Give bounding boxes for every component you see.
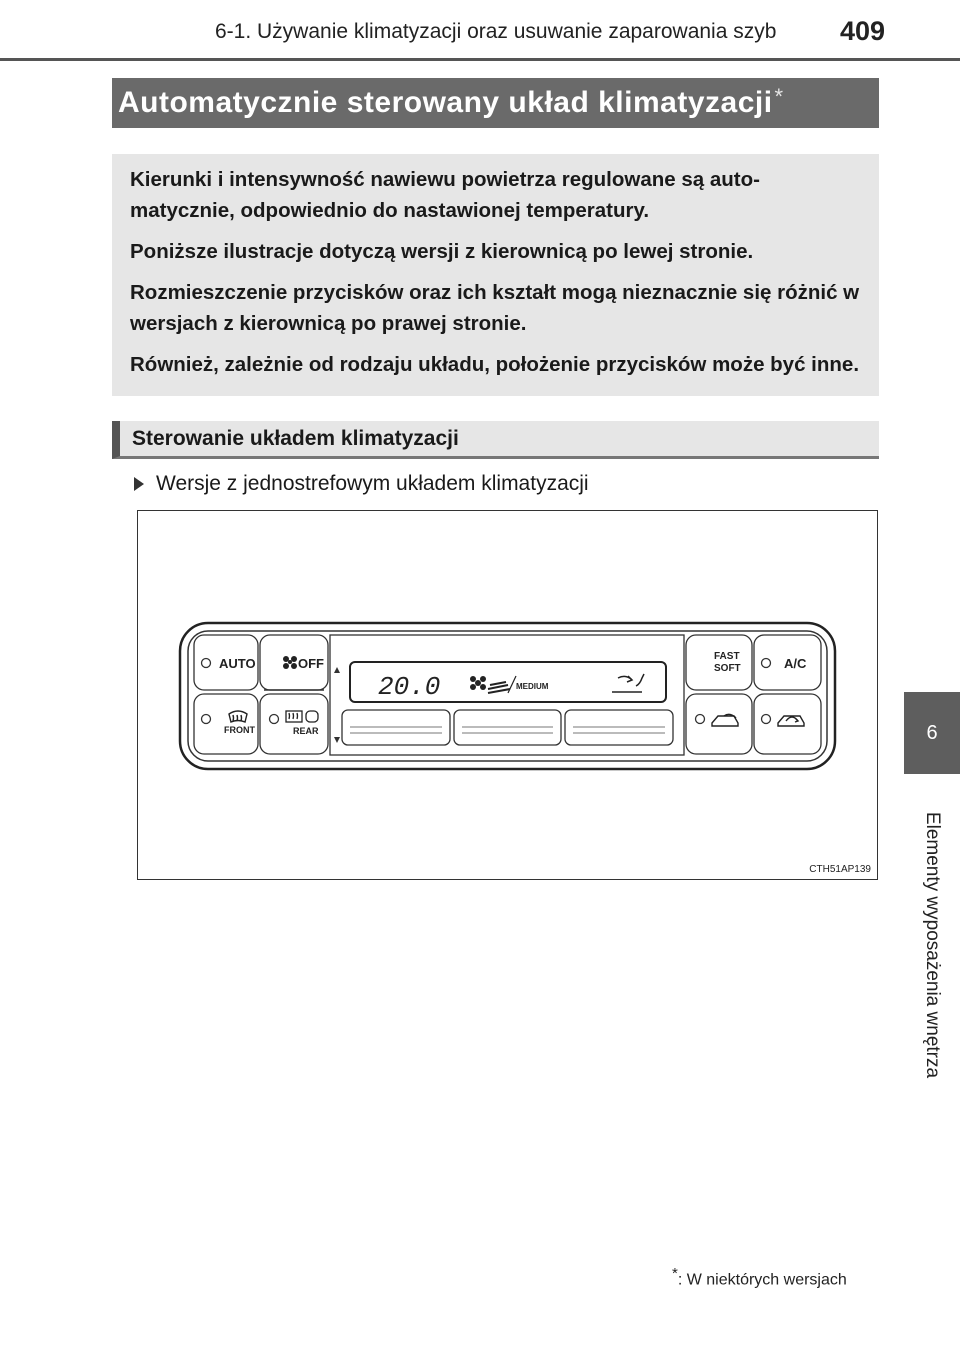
header-rule	[0, 58, 960, 61]
soft-label[interactable]: SOFT	[714, 663, 741, 674]
front-label[interactable]: FRONT	[224, 725, 255, 735]
fan-mode-label: MEDIUM	[516, 682, 549, 691]
ac-label[interactable]: A/C	[784, 656, 807, 671]
chapter-tab	[904, 692, 960, 774]
section-title-asterisk: *	[774, 84, 784, 109]
intro-paragraph: Kierunki i intensywność nawiewu powietrza regulowane są auto-matycznie, odpowiednio do nastawionej temperatury.	[130, 168, 760, 222]
chapter-title-vertical	[904, 790, 960, 1100]
intro-paragraph: Rozmieszczenie przycisków oraz ich kształt mogą nieznacznie się różnić w wersjach z kierownicą po prawej stronie.	[130, 281, 860, 335]
bullet-text: Wersje z jednostrefowym układem klimatyzacji	[156, 472, 589, 495]
fast-label[interactable]: FAST	[714, 651, 740, 662]
intro-paragraph: Również, zależnie od rodzaju układu, położenie przycisków może być inne.	[130, 353, 860, 376]
recirc-button-shape	[754, 694, 821, 754]
figure-code: CTH51AP139	[809, 864, 871, 875]
subsection-heading: Sterowanie układem klimatyzacji	[112, 421, 879, 459]
page-number: 409	[840, 16, 886, 46]
footnote-asterisk: *	[672, 1265, 678, 1282]
chapter-number: 6	[926, 721, 938, 744]
section-title-text: Automatycznie sterowany układ klimatyzacji	[118, 86, 773, 119]
intro-box	[112, 154, 879, 396]
rear-label[interactable]: REAR	[293, 726, 319, 736]
off-label[interactable]: OFF	[298, 656, 324, 671]
front-defrost-button-shape	[194, 694, 258, 754]
section-title	[112, 78, 879, 128]
footnote-text: : W niektórych wersjach	[677, 1271, 847, 1289]
running-header-title: 6-1. Używanie klimatyzacji oraz usuwanie zaparowania szyb	[215, 20, 777, 43]
rear-defrost-button-shape	[260, 694, 328, 754]
climate-panel-illustration	[138, 511, 879, 881]
footnote	[672, 1265, 847, 1289]
bullet-triangle-icon	[134, 477, 144, 491]
auto-label[interactable]: AUTO	[219, 656, 256, 671]
fresh-air-button-shape	[686, 694, 752, 754]
temperature-readout: 20.0	[378, 672, 441, 702]
version-bullet	[134, 472, 589, 496]
chapter-title: Elementy wyposażenia wnętrza	[922, 811, 944, 1079]
climate-panel-figure	[137, 510, 878, 880]
intro-paragraph: Poniższe ilustracje dotyczą wersji z kierownicą po lewej stronie.	[130, 240, 754, 263]
